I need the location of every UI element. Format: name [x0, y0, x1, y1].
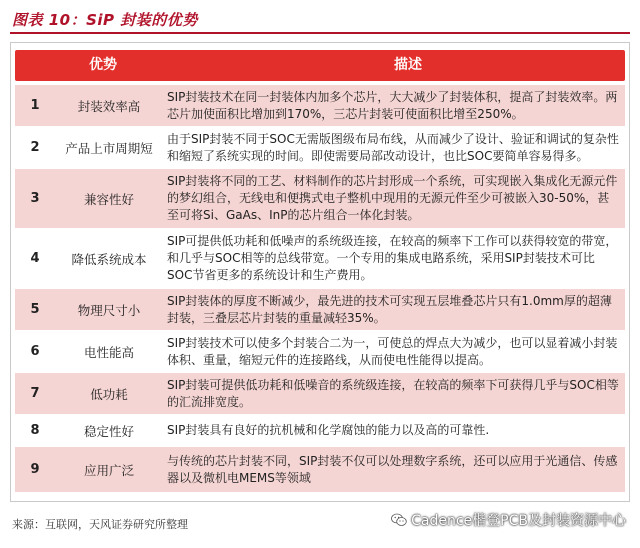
- table-row: [15, 447, 625, 493]
- row-advantage: 稳定性好: [83, 423, 134, 439]
- table-row: [15, 415, 625, 447]
- header-advantage: 优势: [89, 57, 117, 73]
- table-row: [15, 373, 625, 415]
- row-description: SIP封装体的厚度不断减少，最先进的技术可实现五层堆叠芯片只有1.0mm厚的超薄封装，三叠层芯片封装的重量减轻35%。: [167, 293, 612, 325]
- header-description: 描述: [394, 57, 422, 73]
- row-description: SIP封装可提供低功耗和低噪音的系统级连接，在较高的频率下可获得几乎与SOC相等的汇流排宽度。: [167, 377, 619, 409]
- row-description: SIP封装具有良好的抗机械和化学腐蚀的能力以及高的可靠性.: [167, 423, 490, 437]
- table-row: [15, 331, 625, 373]
- row-description: 与传统的芯片封装不同，SIP封装不仅可以处理数字系统，还可以应用于光通信、传感器以及微机电MEMS等领域: [167, 453, 618, 485]
- row-advantage: 低功耗: [90, 386, 128, 402]
- row-advantage: 兼容性好: [83, 191, 134, 207]
- row-description: 由于SIP封装不同于SOC无需版图级布局布线，从而减少了设计、验证和调试的复杂性和缩短了系统实现的时间。即使需要局部改动设计，也比SOC要简单容易得多。: [167, 131, 619, 163]
- row-number: 4: [30, 251, 40, 266]
- row-description: SIP可提供低功耗和低噪声的系统级连接，在较高的频率下工作可以获得较宽的带宽，和几乎与SOC相等的总线带宽。一个专用的集成电路系统，采用SIP封装技术可比SOC节省更多的系统设计和生产费用。: [167, 234, 618, 282]
- figure-title-bar: [10, 6, 630, 34]
- row-number: 6: [30, 344, 40, 359]
- table-header: [15, 50, 625, 81]
- table-row: [15, 289, 625, 331]
- watermark: [391, 510, 626, 530]
- row-number: 5: [30, 302, 40, 317]
- row-number: 9: [30, 462, 40, 477]
- figure-title: 图表 10：SiP 封装的优势: [12, 11, 198, 29]
- row-number: 2: [30, 140, 40, 155]
- row-description: SIP封装技术可以使多个封装合二为一，可使总的焊点大为减少，也可以显着减小封装体积、重量，缩短元件的连接路线，从而使电性能得以提高。: [167, 335, 618, 367]
- row-advantage: 应用广泛: [83, 462, 134, 478]
- row-description: SIP封装将不同的工艺、材料制作的芯片封形成一个系统，可实现嵌入集成化无源元件的梦幻组合，无线电和便携式电子整机中现用的无源元件至少可被嵌入30-50%，甚至可将Si、GaAs、InP的芯片组合一体化封装。: [167, 174, 618, 222]
- advantages-table: [10, 42, 630, 502]
- table-row: [15, 127, 625, 169]
- row-advantage: 降低系统成本: [71, 251, 147, 267]
- row-number: 7: [30, 386, 40, 401]
- table-row: [15, 169, 625, 229]
- row-number: 1: [30, 98, 40, 113]
- row-advantage: 电性能高: [83, 344, 134, 360]
- source-note: 来源：互联网，天风证券研究所整理: [12, 518, 188, 531]
- row-number: 8: [30, 423, 40, 438]
- row-advantage: 封装效率高: [77, 98, 141, 114]
- row-advantage: 产品上市周期短: [65, 140, 153, 156]
- table-row: [15, 85, 625, 127]
- table-row: [15, 229, 625, 289]
- row-description: SIP封装技术在同一封装体内加多个芯片，大大减少了封装体积，提高了封装效率。两芯片加使面积比增加到170%，三芯片封装可使面积比增至250%。: [167, 89, 618, 121]
- watermark-text: Cadence楷登PCB及封装资源中心: [411, 513, 626, 529]
- wechat-icon: [391, 513, 407, 527]
- row-number: 3: [30, 191, 40, 206]
- row-advantage: 物理尺寸小: [77, 302, 141, 318]
